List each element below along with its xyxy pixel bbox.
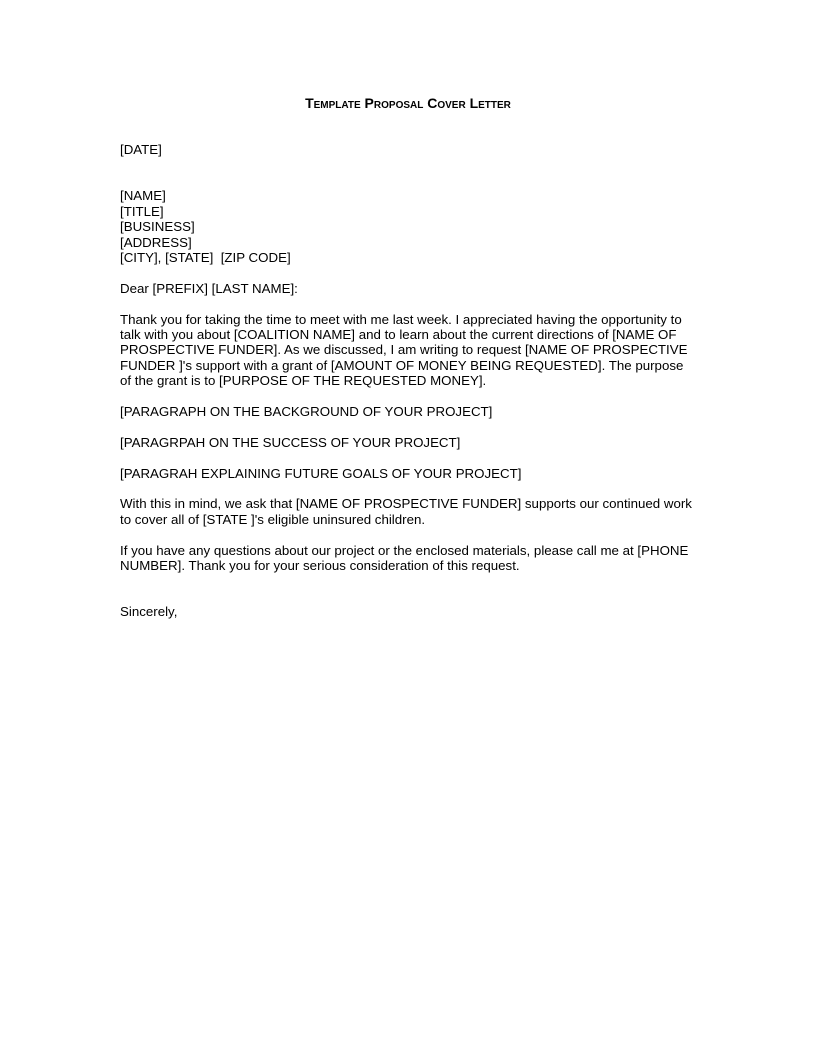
recipient-city-state-zip: [CITY], [STATE] [ZIP CODE]: [120, 250, 291, 266]
placeholder-paragraph-success: [PARAGRPAH ON THE SUCCESS OF YOUR PROJECT]: [120, 434, 461, 450]
date-placeholder: [DATE]: [120, 142, 162, 158]
body-paragraph-questions: If you have any questions about our project or the enclosed materials, please call me at [PHONE NUMBER]. Thank you for your serious consideration of this request.: [120, 542, 693, 574]
placeholder-paragraph-future-goals: [PARAGRAH EXPLAINING FUTURE GOALS OF YOUR PROJECT]: [120, 465, 522, 481]
document-title: Template Proposal Cover Letter: [305, 95, 511, 111]
recipient-address: [ADDRESS]: [120, 234, 192, 250]
recipient-business: [BUSINESS]: [120, 219, 195, 235]
salutation: Dear [PREFIX] [LAST NAME]:: [120, 280, 298, 296]
recipient-name: [NAME]: [120, 188, 166, 204]
body-paragraph-request: With this in mind, we ask that [NAME OF PROSPECTIVE FUNDER] supports our continued work to cover all of [STATE ]'s eligible uninsured children.: [120, 496, 696, 527]
recipient-address-block: [120, 188, 696, 265]
placeholder-paragraph-background: [PARAGRAPH ON THE BACKGROUND OF YOUR PROJECT]: [120, 404, 493, 420]
closing-sincerely: Sincerely,: [120, 604, 178, 620]
recipient-title: [TITLE]: [120, 203, 164, 219]
body-paragraph-intro: Thank you for taking the time to meet with me last week. I appreciated having the opportunity to talk with you about [COALITION NAME] and to learn about the current directions of [NAME OF PROSPECTIVE FUNDER]. As we discussed, I am writing to request [NAME OF PROSPECTIVE FUNDER ]'s support with a grant of [AMOUNT OF MONEY BEING REQUESTED]. The purpose of the grant is to [PURPOSE OF THE REQUESTED MONEY].: [120, 311, 692, 389]
